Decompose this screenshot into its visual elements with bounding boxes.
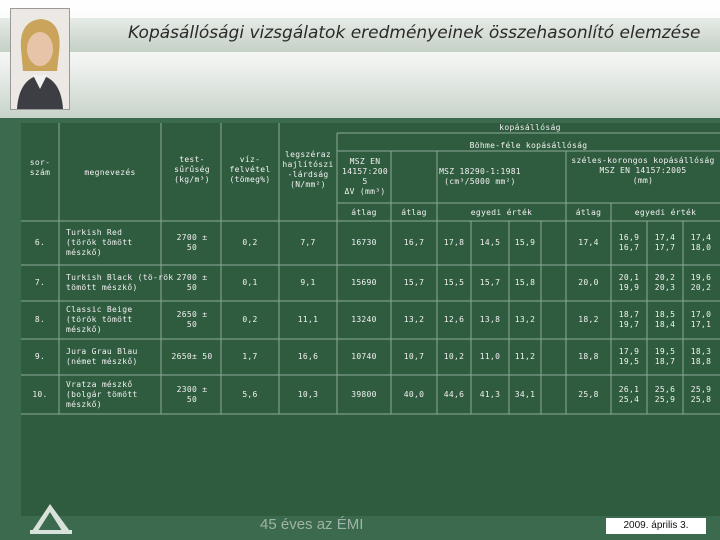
table-cell-dens: 2650± 50 [171,352,213,361]
page-title: Kopásállósági vizsgálatok eredményeinek összehasonlító elemzése [128,23,701,43]
table-cell-bend: 7,7 [300,238,316,247]
header-szeles: széles-korongos kopásállóság MSZ EN 14157:2005 (mm) [571,156,715,185]
table-cell-e2: 15,7 [479,278,501,287]
table-cell-ea: 18,7 19,7 [618,310,640,329]
table-cell-ec: 19,6 20,2 [690,273,712,292]
table-cell-e2: 11,0 [479,352,501,361]
table-cell-avg1: 10,7 [403,352,425,361]
table-cell-eb: 25,6 25,9 [654,384,676,404]
table-cell-water: 1,7 [242,352,258,361]
table-cell-dv: 10740 [351,352,377,361]
table-cell-dv: 13240 [351,315,377,324]
table-cell-dens: 2700 ± 50 [176,233,208,252]
header-megnevezes: megnevezés [84,168,136,177]
header-egyedi-2: egyedi érték [634,208,697,217]
header-atlag-1: átlag [351,208,377,217]
header-testsuruseg: test- sűrűség (kg/m³) [174,155,210,184]
header-atlag-2: átlag [401,208,427,217]
table-cell-ea: 20,1 19,9 [618,273,640,292]
table-cell-eb: 17,4 17,7 [654,233,676,252]
table-cell-avg1: 40,0 [403,389,425,399]
header-atlag-3: átlag [575,208,602,217]
table-cell-avg1: 15,7 [403,278,425,287]
table-cell-bend: 16,6 [297,352,319,361]
table-cell-ec: 17,4 18,0 [690,233,712,252]
table-cell-e2: 14,5 [479,238,501,247]
date-label: 2009. április 3. [606,518,706,534]
table-cell-e2: 41,3 [479,389,501,399]
table-cell-ec: 17,0 17,1 [690,310,712,329]
table-cell-avg2: 18,2 [578,315,599,324]
table-cell-eb: 20,2 20,3 [654,273,676,292]
table-cell-e2: 13,8 [479,315,501,324]
table-cell-n: 9. [34,352,46,361]
table-cell-name: Classic Beige (török tömött mészkő) [66,305,133,334]
table-cell-n: 7. [34,278,46,287]
anniversary-text: 45 éves az ÉMI [260,516,364,533]
table-cell-avg2: 17,4 [578,238,599,247]
table-cell-n: 10. [32,389,48,399]
header-msz-en: MSZ EN 14157:200 5 ΔV (mm³) [341,157,389,196]
table-cell-avg2: 20,0 [578,278,599,287]
table-cell-eb: 19,5 18,7 [654,347,676,366]
table-cell-e1: 10,2 [443,352,465,361]
table-cell-ea: 26,1 25,4 [618,384,640,404]
table-cell-dens: 2700 ± 50 [176,273,208,292]
table-cell-dv: 39800 [351,389,377,399]
table-cell-water: 0,2 [242,238,258,247]
table-cell-ea: 17,9 19,5 [618,347,640,366]
table-cell-ea: 16,9 16,7 [618,233,640,252]
table-cell-name: Vratza mészkő (bolgár tömött mészkő) [66,379,138,409]
portrait-photo [10,8,70,110]
header-kopas: kopásállóság [499,123,561,132]
table-cell-ec: 25,9 25,8 [690,384,712,404]
header-bohme: Böhme-féle kopásállóság [469,141,588,150]
table-cell-bend: 9,1 [300,278,316,287]
table-cell-n: 8. [34,315,46,324]
header-sorszam: sor- szám [29,158,51,177]
emi-logo [28,490,74,540]
table-cell-eb: 18,5 18,4 [654,310,676,329]
table-cell-dens: 2300 ± 50 [176,384,208,404]
header-vizfelvetel: víz- felvétel (tömeg%) [229,155,271,184]
table-cell-ec: 18,3 18,8 [690,347,712,366]
header-msz-18290: MSZ 18290-1:1981 (cm³/5000 mm²) [439,167,521,186]
table-cell-dv: 16730 [351,238,377,247]
header-hajlito: legszéraz hajlítószi -lárdság (N/mm²) [282,150,334,189]
table-cell-e1: 12,6 [443,315,465,324]
table-cell-dv: 15690 [351,278,377,287]
table-cell-name: Turkish Red (török tömött mészkő) [66,228,133,257]
table-cell-e3: 15,9 [514,238,536,247]
table-cell-name: Turkish Black (tö-rök tömött mészkő) [66,273,174,292]
table-cell-avg2: 18,8 [578,352,599,361]
table-cell-avg1: 16,7 [403,238,425,247]
table-cell-bend: 10,3 [297,389,319,399]
table-cell-name: Jura Grau Blau (német mészkő) [66,347,138,366]
table-cell-n: 6. [34,238,46,247]
table-cell-e1: 44,6 [443,389,465,399]
table-cell-water: 0,2 [242,315,258,324]
table-cell-e3: 15,8 [514,278,536,287]
header-egyedi-1: egyedi érték [470,208,533,217]
table-cell-dens: 2650 ± 50 [176,310,208,329]
table-cell-e1: 17,8 [443,238,465,247]
table-cell-bend: 11,1 [297,315,319,324]
table-cell-e3: 34,1 [514,389,536,399]
table-cell-avg1: 13,2 [403,315,425,324]
table-cell-e3: 11,2 [514,352,536,361]
table-cell-water: 0,1 [242,278,258,287]
table-cell-e3: 13,2 [514,315,536,324]
table-cell-avg2: 25,8 [578,389,599,399]
table-cell-water: 5,6 [242,389,258,399]
table-cell-e1: 15,5 [443,278,465,287]
